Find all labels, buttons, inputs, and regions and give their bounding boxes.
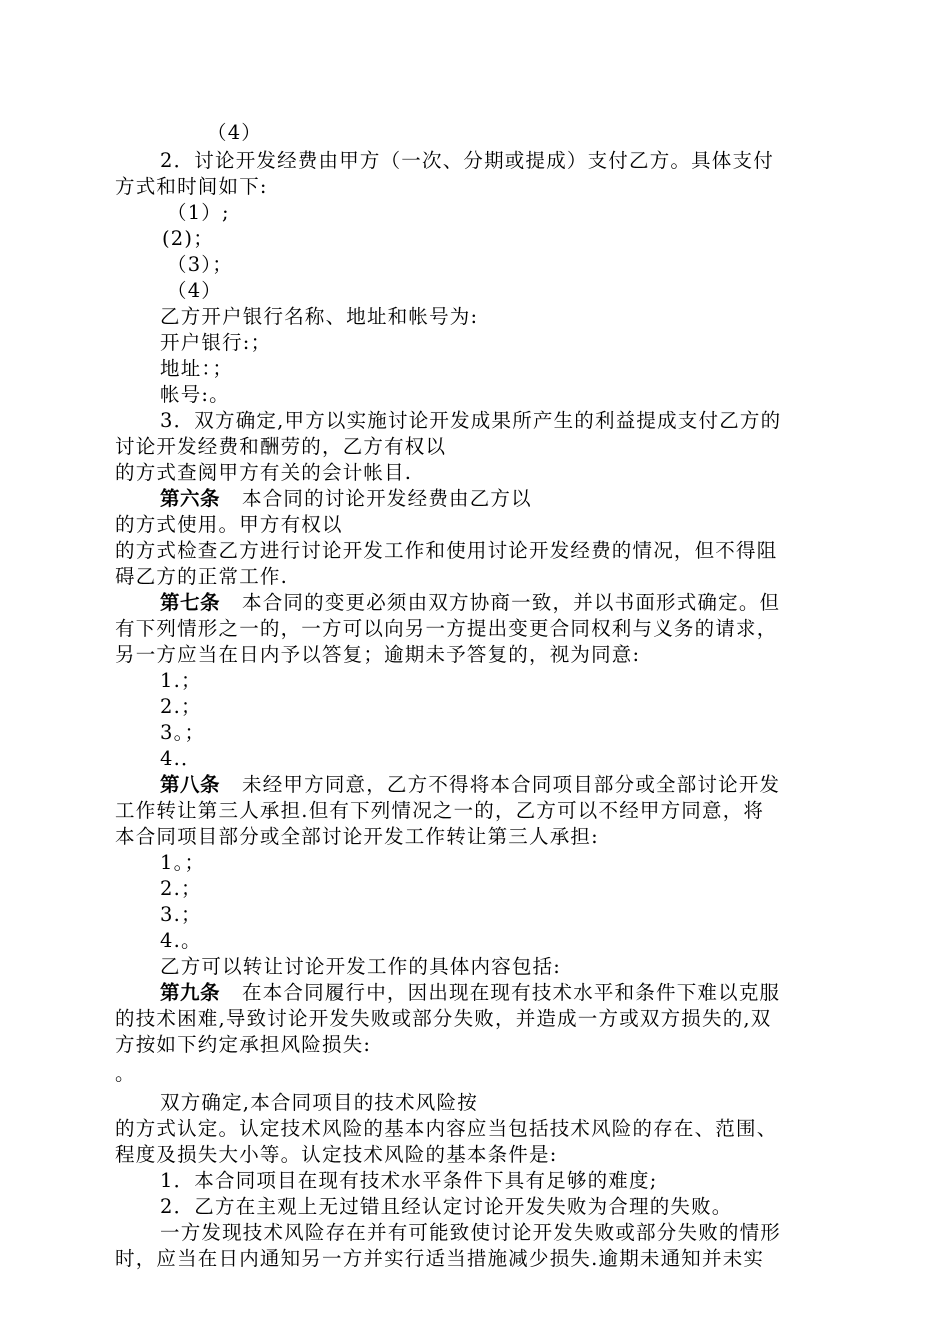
text-line — [115, 798, 840, 824]
line-text: （3）； — [167, 253, 233, 276]
line-text: 的方式认定。认定技术风险的基本内容应当包括技术风险的存在、范围、 — [115, 1117, 778, 1140]
line-text: 方按如下约定承担风险损失: — [115, 1033, 372, 1056]
article-heading-line — [115, 486, 885, 512]
text-line — [115, 330, 885, 356]
text-line — [115, 278, 892, 304]
text-line — [115, 148, 885, 174]
line-text: 1。； — [160, 851, 206, 874]
line-text: 的方式查阅甲方有关的会计帐目. — [115, 461, 413, 484]
text-line — [115, 1246, 840, 1272]
text-line — [115, 954, 885, 980]
text-line — [115, 1006, 840, 1032]
line-text: 3。； — [160, 721, 206, 744]
line-text: 另一方应当在日内予以答复；逾期未予答复的，视为同意: — [115, 643, 641, 666]
text-line — [115, 824, 840, 850]
text-line — [115, 226, 887, 252]
line-text: 乙方可以转让讨论开发工作的具体内容包括: — [160, 955, 562, 978]
line-text: （4） — [167, 279, 223, 302]
line-text: 的方式检查乙方进行讨论开发工作和使用讨论开发经费的情况，但不得阻 — [115, 539, 778, 562]
text-line — [115, 1032, 840, 1058]
line-text: 开户银行:； — [160, 331, 272, 354]
line-text: 有下列情形之一的，一方可以向另一方提出变更合同权利与义务的请求， — [115, 617, 778, 640]
text-line — [115, 668, 885, 694]
line-text: 2.； — [160, 695, 202, 718]
line-text: 讨论开发经费和酬劳的，乙方有权以 — [115, 435, 447, 458]
line-text: 的方式使用。甲方有权以 — [115, 513, 343, 536]
article-heading-line — [115, 590, 885, 616]
text-line — [115, 460, 840, 486]
text-line — [115, 616, 840, 642]
text-line — [115, 1142, 840, 1168]
text-line — [115, 356, 885, 382]
line-text: 1.； — [160, 669, 202, 692]
line-text: 4.。 — [160, 929, 202, 952]
line-text: 本合同的变更必须由双方协商一致，并以书面形式确定。但 — [242, 591, 781, 614]
article-number: 第七条 — [160, 591, 221, 614]
line-text: （1）; — [167, 201, 230, 224]
line-text: 3．双方确定,甲方以实施讨论开发成果所产生的利益提成支付乙方的 — [160, 409, 782, 432]
line-text: 2.； — [160, 877, 202, 900]
line-text: 本合同项目部分或全部讨论开发工作转让第三人承担: — [115, 825, 599, 848]
text-line — [115, 1090, 885, 1116]
line-text: 乙方开户银行名称、地址和帐号为: — [160, 305, 479, 328]
text-line — [115, 902, 885, 928]
text-line — [115, 694, 885, 720]
text-line — [115, 720, 885, 746]
line-text: 本合同的讨论开发经费由乙方以 — [242, 487, 532, 510]
article-number: 第九条 — [160, 981, 221, 1004]
line-text: 4.． — [160, 747, 202, 770]
line-text: 双方确定,本合同项目的技术风险按 — [160, 1091, 478, 1114]
text-line — [115, 850, 885, 876]
line-text: 时，应当在日内通知另一方并实行适当措施减少损失.逾期未通知并未实 — [115, 1247, 765, 1270]
line-text: 帐号:。 — [160, 383, 230, 406]
text-line — [115, 382, 885, 408]
line-text: （4） — [207, 121, 263, 144]
text-line — [115, 304, 885, 330]
text-line — [115, 928, 885, 954]
text-line — [115, 1220, 885, 1246]
text-line — [115, 200, 892, 226]
article-heading-line — [115, 772, 885, 798]
article-number: 第六条 — [160, 487, 221, 510]
text-line — [115, 1168, 885, 1194]
line-text: 未经甲方同意，乙方不得将本合同项目部分或全部讨论开发 — [242, 773, 781, 796]
text-line — [115, 876, 885, 902]
text-line — [115, 434, 840, 460]
text-line — [115, 120, 932, 146]
text-line — [115, 512, 840, 538]
text-line — [115, 746, 885, 772]
text-line — [115, 538, 840, 564]
line-text: 工作转让第三人承担.但有下列情况之一的，乙方可以不经甲方同意，将 — [115, 799, 765, 822]
article-number: 第八条 — [160, 773, 221, 796]
text-line — [115, 564, 840, 590]
line-text: 的技术困难,导致讨论开发失败或部分失败，并造成一方或双方损失的,双 — [115, 1007, 772, 1030]
line-text: 在本合同履行中，因出现在现有技术水平和条件下难以克服 — [242, 981, 781, 1004]
line-text: 2．讨论开发经费由甲方（一次、分期或提成）支付乙方。具体支付 — [160, 149, 774, 172]
line-text: 3.； — [160, 903, 202, 926]
text-line — [115, 1116, 840, 1142]
line-text: 碍乙方的正常工作. — [115, 565, 288, 588]
text-line — [115, 408, 885, 434]
line-text: 方式和时间如下: — [115, 175, 268, 198]
line-text: 1．本合同项目在现有技术水平条件下具有足够的难度; — [160, 1169, 658, 1192]
text-line — [115, 252, 892, 278]
text-line — [115, 174, 840, 200]
line-text: 一方发现技术风险存在并有可能致使讨论开发失败或部分失败的情形 — [160, 1221, 782, 1244]
text-line — [115, 642, 840, 668]
text-line — [115, 1061, 840, 1087]
line-text: 地址：； — [160, 357, 234, 380]
text-line — [115, 1194, 885, 1220]
line-text: 程度及损失大小等。认定技术风险的基本条件是: — [115, 1143, 558, 1166]
line-text: 2．乙方在主观上无过错且经认定讨论开发失败为合理的失败。 — [160, 1195, 733, 1218]
line-text: (2)； — [162, 227, 214, 250]
article-heading-line — [115, 980, 885, 1006]
line-text: 。 — [115, 1062, 136, 1085]
